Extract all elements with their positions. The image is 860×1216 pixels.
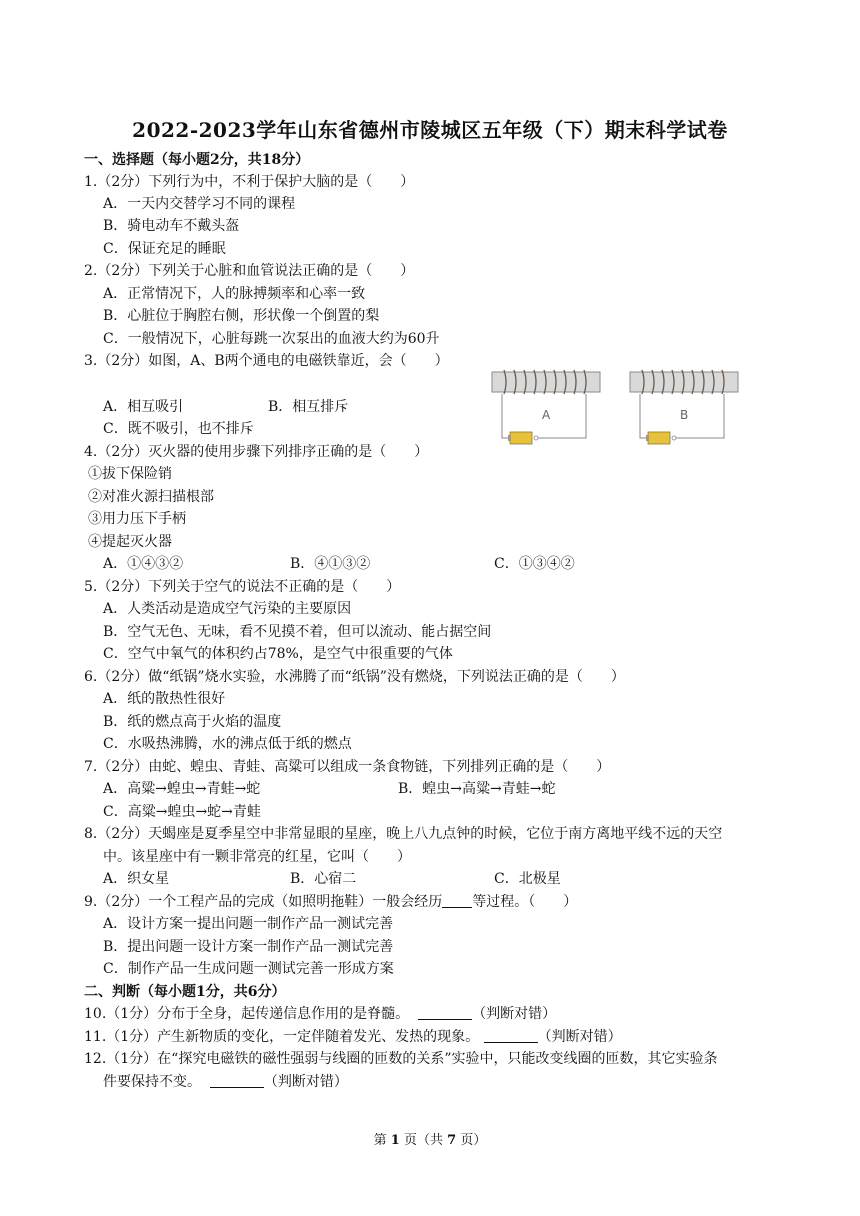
question-1-stem: 1.（2分）下列行为中，不利于保护大脑的是（ ） xyxy=(84,174,415,190)
footer-middle: 页（共 xyxy=(403,1133,443,1148)
footer-total-pages: 7 xyxy=(447,1133,457,1148)
page-footer xyxy=(0,1129,860,1148)
question-6-option-c: C．水吸热沸腾，水的沸点低于纸的燃点 xyxy=(103,736,352,752)
question-7-option-a: A．高粱→蝗虫→青蛙→蛇 xyxy=(103,781,261,797)
question-4-step-3: ③用力压下手柄 xyxy=(88,511,186,527)
question-11 xyxy=(84,1027,622,1047)
question-2-stem: 2.（2分）下列关于心脏和血管说法正确的是（ ） xyxy=(84,263,415,279)
question-11-answer-blank[interactable] xyxy=(484,1028,538,1043)
question-4-step-2: ②对准火源扫描根部 xyxy=(88,489,214,505)
question-7-option-c: C．高粱→蝗虫→蛇→青蛙 xyxy=(103,804,261,820)
question-4-option-a: A．①④③② xyxy=(103,556,184,572)
question-4-option-c: C．①③④② xyxy=(494,556,575,572)
electromagnet-b-diagram xyxy=(628,368,758,453)
question-8-stem-line-2: 中。该星座中有一颗非常亮的红星，它叫（ ） xyxy=(103,849,411,865)
question-10-text: 10.（1分）分布于全身，起传递信息作用的是脊髓。 xyxy=(84,1006,410,1022)
electromagnet-b xyxy=(628,368,758,453)
question-10-hint: （判断对错） xyxy=(472,1006,557,1022)
question-4-step-4: ④提起灭火器 xyxy=(88,534,172,550)
question-10 xyxy=(84,1004,556,1024)
question-9-option-b: B．提出问题一设计方案一制作产品一测试完善 xyxy=(103,939,394,955)
question-9-option-c: C．制作产品一生成问题一测试完善一形成方案 xyxy=(103,961,394,977)
question-11-hint: （判断对错） xyxy=(537,1029,622,1045)
question-6-option-a: A．纸的散热性很好 xyxy=(103,691,226,707)
question-2-option-a: A．正常情况下，人的脉搏频率和心率一致 xyxy=(103,286,366,302)
question-8-option-a: A．织女星 xyxy=(103,871,170,887)
electromagnet-figure xyxy=(490,368,777,453)
question-9-stem-tail: 等过程。（ ） xyxy=(472,894,578,910)
question-9-stem xyxy=(84,892,577,912)
question-3-stem: 3.（2分）如图，A、B两个通电的电磁铁靠近，会（ ） xyxy=(84,353,449,369)
question-7-option-b: B．蝗虫→高粱→青蛙→蛇 xyxy=(398,781,556,797)
section-heading-choice: 一、选择题（每小题2分，共18分） xyxy=(84,152,310,168)
question-1-option-a: A．一天内交替学习不同的课程 xyxy=(103,196,296,212)
question-7-stem: 7.（2分）由蛇、蝗虫、青蛙、高粱可以组成一条食物链，下列排列正确的是（ ） xyxy=(84,759,611,775)
footer-prefix: 第 xyxy=(373,1133,387,1148)
question-12-answer-blank[interactable] xyxy=(210,1073,264,1088)
electromagnet-a xyxy=(490,368,620,453)
question-12-text: 件要保持不变。 xyxy=(103,1074,201,1090)
question-2-option-c: C．一般情况下，心脏每跳一次泵出的血液大约为60升 xyxy=(103,331,440,347)
question-8-stem-line-1: 8.（2分）天蝎座是夏季星空中非常显眼的星座，晚上八九点钟的时候，它位于南方离地平线不远的天空 xyxy=(84,826,723,842)
question-5-option-b: B．空气无色、无味，看不见摸不着，但可以流动、能占据空间 xyxy=(103,624,492,640)
electromagnet-b-label: B xyxy=(680,408,689,422)
question-5-option-a: A．人类活动是造成空气污染的主要原因 xyxy=(103,601,352,617)
question-12-line-1: 12.（1分）在“探究电磁铁的磁性强弱与线圈的匝数的关系”实验中，只能改变线圈的匝数，其它实验条 xyxy=(84,1051,718,1067)
question-8-option-b: B．心宿二 xyxy=(290,871,357,887)
section-heading-judgement: 二、判断（每小题1分，共6分） xyxy=(84,984,286,1000)
question-10-answer-blank[interactable] xyxy=(418,1005,472,1020)
question-12-hint: （判断对错） xyxy=(263,1074,348,1090)
footer-suffix: 页） xyxy=(460,1133,487,1148)
question-6-option-b: B．纸的燃点高于火焰的温度 xyxy=(103,714,282,730)
question-5-stem: 5.（2分）下列关于空气的说法不正确的是（ ） xyxy=(84,579,401,595)
question-3-option-b: B．相互排斥 xyxy=(268,399,349,415)
question-12-line-2 xyxy=(103,1072,348,1092)
question-2-option-b: B．心脏位于胸腔右侧，形状像一个倒置的梨 xyxy=(103,308,380,324)
electromagnet-a-diagram xyxy=(490,368,620,453)
question-4-step-1: ①拔下保险销 xyxy=(88,466,172,482)
question-9-answer-blank[interactable] xyxy=(442,893,472,908)
question-1-option-c: C．保证充足的睡眠 xyxy=(103,241,226,257)
question-3-option-a: A．相互吸引 xyxy=(103,399,184,415)
question-9-stem-text: 9.（2分）一个工程产品的完成（如照明拖鞋）一般会经历 xyxy=(84,894,443,910)
question-6-stem: 6.（2分）做“纸锅”烧水实验，水沸腾了而“纸锅”没有燃烧，下列说法正确的是（ ） xyxy=(84,669,625,685)
question-8-option-c: C．北极星 xyxy=(494,871,561,887)
question-5-option-c: C．空气中氧气的体积约占78%，是空气中很重要的气体 xyxy=(103,646,453,662)
question-11-text: 11.（1分）产生新物质的变化，一定伴随着发光、发热的现象。 xyxy=(84,1029,480,1045)
question-4-stem: 4.（2分）灭火器的使用步骤下列排序正确的是（ ） xyxy=(84,444,429,460)
question-9-option-a: A．设计方案一提出问题一制作产品一测试完善 xyxy=(103,916,394,932)
footer-page-number: 1 xyxy=(390,1133,400,1148)
question-1-option-b: B．骑电动车不戴头盔 xyxy=(103,218,240,234)
question-3-option-c: C．既不吸引，也不排斥 xyxy=(103,421,254,437)
question-4-option-b: B．④①③② xyxy=(290,556,371,572)
electromagnet-a-label: A xyxy=(542,408,551,422)
exam-title: 2022-2023学年山东省德州市陵城区五年级（下）期末科学试卷 xyxy=(132,118,728,142)
